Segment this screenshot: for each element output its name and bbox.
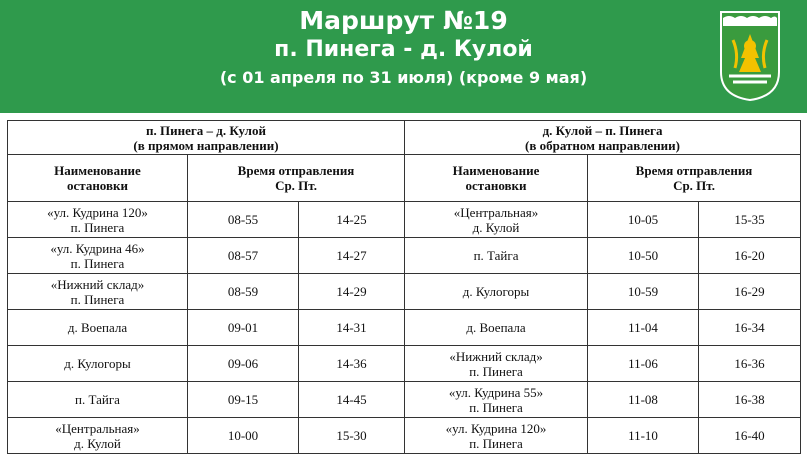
forward-morning-time: 09-06 <box>188 346 299 382</box>
forward-stop-name-line1: д. Кулогоры <box>64 356 131 371</box>
forward-stop-name <box>8 202 188 238</box>
forward-stop-name-line2: д. Кулой <box>74 435 121 451</box>
backward-morning-time: 10-50 <box>588 238 699 274</box>
forward-afternoon-time: 15-30 <box>299 418 405 454</box>
backward-direction-title <box>405 121 801 155</box>
coat-of-arms-icon <box>719 10 781 102</box>
backward-morning-time: 10-59 <box>588 274 699 310</box>
backward-stop-header-line2: остановки <box>465 178 527 193</box>
table-row <box>8 346 801 382</box>
forward-stop-name-line1: д. Воепала <box>67 320 128 335</box>
forward-stop-header-line2: остановки <box>67 178 128 193</box>
forward-morning-time: 08-59 <box>188 274 299 310</box>
backward-stop-name-line1: «Нижний склад» <box>449 348 543 364</box>
forward-afternoon-time: 14-27 <box>299 238 405 274</box>
backward-stop-name-line2: п. Пинега <box>469 363 523 379</box>
backward-stop-name-line1: д. Воепала <box>466 320 526 335</box>
forward-morning-time: 08-57 <box>188 238 299 274</box>
backward-afternoon-time: 16-38 <box>699 382 801 418</box>
route-path: п. Пинега - д. Кулой <box>274 37 533 62</box>
header-banner <box>0 0 807 113</box>
backward-stop-name-line1: «ул. Кудрина 120» <box>445 420 547 436</box>
forward-stop-name <box>8 274 188 310</box>
forward-title-line2: (в прямом направлении) <box>133 137 279 153</box>
forward-morning-time: 08-55 <box>188 202 299 238</box>
forward-stop-name-line1: «ул. Кудрина 46» <box>50 240 145 256</box>
backward-time-header-line1: Время отправления <box>635 163 753 178</box>
forward-direction-title <box>8 121 405 155</box>
backward-stop-name-line1: «Центральная» <box>453 204 539 220</box>
backward-stop-name <box>405 310 588 346</box>
backward-stop-header-line1: Наименование <box>452 163 540 178</box>
backward-stop-name-line1: д. Кулогоры <box>462 284 530 299</box>
backward-afternoon-time: 16-36 <box>699 346 801 382</box>
forward-stop-name-line1: «ул. Кудрина 120» <box>47 204 148 220</box>
forward-stop-name <box>8 238 188 274</box>
table-row <box>8 382 801 418</box>
backward-morning-time: 11-08 <box>588 382 699 418</box>
backward-morning-time: 11-06 <box>588 346 699 382</box>
schedule-table <box>7 120 801 454</box>
column-header-row <box>8 155 801 202</box>
forward-afternoon-time: 14-29 <box>299 274 405 310</box>
table-row <box>8 274 801 310</box>
forward-time-header-line1: Время отправления <box>237 163 355 178</box>
forward-time-header-line2: Ср. Пт. <box>275 178 317 193</box>
backward-stop-name-line2: д. Кулой <box>472 219 520 235</box>
backward-afternoon-time: 16-34 <box>699 310 801 346</box>
forward-morning-time: 09-15 <box>188 382 299 418</box>
forward-afternoon-time: 14-36 <box>299 346 405 382</box>
backward-stop-name <box>405 274 588 310</box>
backward-stop-header <box>405 155 588 202</box>
route-period: (с 01 апреля по 31 июля) (кроме 9 мая) <box>219 68 588 87</box>
forward-stop-name-line1: «Нижний склад» <box>50 276 145 292</box>
forward-stop-name <box>8 382 188 418</box>
backward-afternoon-time: 16-20 <box>699 238 801 274</box>
backward-stop-name-line1: п. Тайга <box>473 248 519 263</box>
forward-stop-name-line1: п. Тайга <box>75 392 120 407</box>
backward-stop-name-line2: п. Пинега <box>469 435 523 451</box>
backward-time-header-line2: Ср. Пт. <box>673 178 715 193</box>
forward-afternoon-time: 14-25 <box>299 202 405 238</box>
forward-afternoon-time: 14-45 <box>299 382 405 418</box>
backward-afternoon-time: 15-35 <box>699 202 801 238</box>
backward-morning-time: 10-05 <box>588 202 699 238</box>
backward-time-header <box>588 155 801 202</box>
forward-stop-header-line1: Наименование <box>54 163 141 178</box>
forward-morning-time: 10-00 <box>188 418 299 454</box>
backward-morning-time: 11-04 <box>588 310 699 346</box>
table-row <box>8 202 801 238</box>
schedule-rows <box>8 202 801 454</box>
table-row <box>8 418 801 454</box>
backward-stop-name <box>405 346 588 382</box>
forward-stop-name <box>8 418 188 454</box>
backward-stop-name <box>405 382 588 418</box>
forward-afternoon-time: 14-31 <box>299 310 405 346</box>
forward-time-header <box>188 155 405 202</box>
forward-stop-name-line2: п. Пинега <box>70 255 125 271</box>
forward-stop-name-line1: «Центральная» <box>55 420 140 436</box>
backward-stop-name <box>405 238 588 274</box>
backward-title-line2: (в обратном направлении) <box>525 137 680 153</box>
forward-stop-name <box>8 346 188 382</box>
backward-afternoon-time: 16-40 <box>699 418 801 454</box>
direction-row <box>8 121 801 155</box>
forward-stop-name-line2: п. Пинега <box>70 219 125 235</box>
forward-morning-time: 09-01 <box>188 310 299 346</box>
table-row <box>8 238 801 274</box>
backward-stop-name-line2: п. Пинега <box>469 399 523 415</box>
forward-stop-name <box>8 310 188 346</box>
backward-stop-name-line1: «ул. Кудрина 55» <box>448 384 544 400</box>
forward-stop-name-line2: п. Пинега <box>70 291 125 307</box>
backward-stop-name <box>405 202 588 238</box>
backward-title-line1: д. Кулой – п. Пинега <box>542 122 663 138</box>
backward-morning-time: 11-10 <box>588 418 699 454</box>
route-number: Маршрут №19 <box>299 6 508 35</box>
forward-stop-header <box>8 155 188 202</box>
backward-stop-name <box>405 418 588 454</box>
backward-afternoon-time: 16-29 <box>699 274 801 310</box>
forward-title-line1: п. Пинега – д. Кулой <box>146 122 266 138</box>
table-row <box>8 310 801 346</box>
